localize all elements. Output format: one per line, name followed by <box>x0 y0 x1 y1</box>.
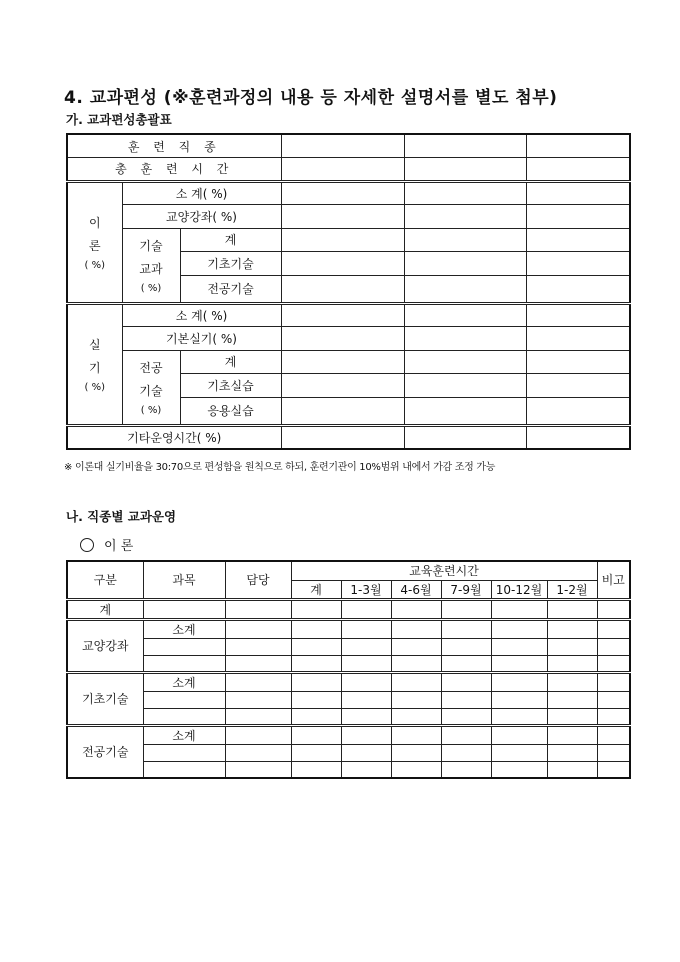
cell[interactable] <box>491 655 547 672</box>
practice-label <box>67 303 122 425</box>
cell[interactable] <box>597 744 630 761</box>
cell[interactable] <box>441 691 491 708</box>
cell[interactable] <box>225 725 291 744</box>
subtotal-label: 소계 <box>143 672 225 691</box>
header-category: 구분 <box>67 561 143 599</box>
cell[interactable] <box>225 655 291 672</box>
summary-heading: 가. 교과편성총괄표 <box>66 112 172 127</box>
cell[interactable] <box>391 672 441 691</box>
total-hours-label: 총 훈 련 시 간 <box>67 158 281 182</box>
cell[interactable] <box>404 425 526 449</box>
major-total-label: 계 <box>180 350 281 374</box>
cell[interactable] <box>341 655 391 672</box>
cell[interactable] <box>491 599 547 619</box>
cell[interactable] <box>143 655 225 672</box>
theory-label-a: 이 <box>88 215 101 230</box>
cell[interactable] <box>391 619 441 638</box>
major-label-a: 전공 <box>139 360 163 375</box>
cell[interactable] <box>491 691 547 708</box>
cell[interactable] <box>441 761 491 778</box>
cell[interactable] <box>143 691 225 708</box>
cell[interactable] <box>281 205 404 229</box>
theory-subheading-text: 이 론 <box>104 539 134 554</box>
major-tech-label: 전공기술 <box>180 275 281 303</box>
cell[interactable] <box>526 303 630 327</box>
cell[interactable] <box>341 599 391 619</box>
cell[interactable] <box>291 619 341 638</box>
liberal-arts-label: 교양강좌( %) <box>122 205 281 229</box>
cell[interactable] <box>547 691 597 708</box>
tech-label-a: 기술 <box>139 238 163 253</box>
cell[interactable] <box>143 708 225 725</box>
cell[interactable] <box>404 134 526 158</box>
cell[interactable] <box>143 761 225 778</box>
cell[interactable] <box>597 655 630 672</box>
cell[interactable] <box>547 599 597 619</box>
cell[interactable] <box>441 638 491 655</box>
basic-tech-label: 기초기술 <box>180 252 281 276</box>
cell[interactable] <box>526 158 630 182</box>
cell[interactable] <box>281 425 404 449</box>
header-m5: 1-2월 <box>547 580 597 599</box>
cell[interactable] <box>281 397 404 425</box>
cell[interactable] <box>526 397 630 425</box>
cell[interactable] <box>526 205 630 229</box>
cell[interactable] <box>391 599 441 619</box>
cell[interactable] <box>341 744 391 761</box>
cell[interactable] <box>225 619 291 638</box>
cell[interactable] <box>441 599 491 619</box>
cell[interactable] <box>491 725 547 744</box>
cell[interactable] <box>597 725 630 744</box>
cell[interactable] <box>291 708 341 725</box>
cell[interactable] <box>547 672 597 691</box>
cell[interactable] <box>526 228 630 252</box>
cell[interactable] <box>547 619 597 638</box>
cell[interactable] <box>547 725 597 744</box>
header-m4: 10-12월 <box>491 580 547 599</box>
cell[interactable] <box>526 350 630 374</box>
operation-heading: 나. 직종별 교과운영 <box>66 509 177 524</box>
cell[interactable] <box>597 599 630 619</box>
tech-subject-label <box>122 228 180 303</box>
cell[interactable] <box>341 708 391 725</box>
cell[interactable] <box>404 205 526 229</box>
cell[interactable] <box>341 761 391 778</box>
cell[interactable] <box>225 691 291 708</box>
practice-subtotal-label: 소 계( %) <box>122 303 281 327</box>
cell[interactable] <box>441 725 491 744</box>
cell[interactable] <box>281 252 404 276</box>
cell[interactable] <box>547 638 597 655</box>
cell[interactable] <box>526 275 630 303</box>
cell[interactable] <box>391 708 441 725</box>
cell[interactable] <box>391 655 441 672</box>
group-label-basic-tech: 기초기술 <box>67 672 143 725</box>
major-label-b: 기술 <box>139 383 163 398</box>
cell[interactable] <box>281 275 404 303</box>
cell[interactable] <box>225 761 291 778</box>
cell[interactable] <box>597 619 630 638</box>
cell[interactable] <box>341 672 391 691</box>
cell[interactable] <box>597 672 630 691</box>
tech-label-b: 교과 <box>139 261 163 276</box>
cell[interactable] <box>404 252 526 276</box>
cell[interactable] <box>441 655 491 672</box>
cell[interactable] <box>281 303 404 327</box>
theory-subheading <box>80 535 133 554</box>
practice-pct: ( %) <box>84 381 105 393</box>
header-m2: 4-6월 <box>391 580 441 599</box>
cell[interactable] <box>441 708 491 725</box>
header-total: 계 <box>291 580 341 599</box>
cell[interactable] <box>404 158 526 182</box>
tech-pct: ( %) <box>140 282 162 294</box>
cell[interactable] <box>597 638 630 655</box>
header-remark: 비고 <box>597 561 630 599</box>
cell[interactable] <box>441 744 491 761</box>
cell[interactable] <box>404 374 526 398</box>
theory-subtotal-label: 소 계( %) <box>122 181 281 205</box>
cell[interactable] <box>491 708 547 725</box>
applied-lab-label: 응용실습 <box>180 397 281 425</box>
other-hours-label: 기타운영시간( %) <box>67 425 281 449</box>
curriculum-summary-table <box>66 133 631 450</box>
cell[interactable] <box>597 708 630 725</box>
cell[interactable] <box>341 638 391 655</box>
group-label-liberal: 교양강좌 <box>67 619 143 672</box>
cell[interactable] <box>441 619 491 638</box>
header-m1: 1-3월 <box>341 580 391 599</box>
cell[interactable] <box>143 599 225 619</box>
cell[interactable] <box>491 672 547 691</box>
theory-pct: ( %) <box>84 259 105 271</box>
subtotal-label: 소계 <box>143 619 225 638</box>
cell[interactable] <box>225 599 291 619</box>
cell[interactable] <box>491 744 547 761</box>
cell[interactable] <box>291 691 341 708</box>
practice-label-b: 기 <box>88 360 101 375</box>
cell[interactable] <box>526 252 630 276</box>
subject-operation-table <box>66 560 631 779</box>
cell[interactable] <box>291 761 341 778</box>
cell[interactable] <box>404 275 526 303</box>
cell[interactable] <box>526 374 630 398</box>
cell[interactable] <box>547 761 597 778</box>
ratio-note: ※ 이론대 실기비율을 30:70으로 편성함을 원칙으로 하되, 훈련기관이 10%범위 내에서 가감 조정 가능 <box>64 462 496 473</box>
cell[interactable] <box>597 691 630 708</box>
job-title-label: 훈 련 직 종 <box>67 134 281 158</box>
cell[interactable] <box>391 638 441 655</box>
cell[interactable] <box>404 397 526 425</box>
cell[interactable] <box>391 744 441 761</box>
header-subject: 과목 <box>143 561 225 599</box>
header-hours: 교육훈련시간 <box>291 561 597 580</box>
cell[interactable] <box>404 327 526 351</box>
cell[interactable] <box>391 761 441 778</box>
basic-practice-label: 기본실기( %) <box>122 327 281 351</box>
cell[interactable] <box>391 691 441 708</box>
cell[interactable] <box>491 619 547 638</box>
cell[interactable] <box>291 638 341 655</box>
cell[interactable] <box>291 744 341 761</box>
cell[interactable] <box>491 761 547 778</box>
cell[interactable] <box>281 181 404 205</box>
total-row-label: 계 <box>67 599 143 619</box>
cell[interactable] <box>526 134 630 158</box>
cell[interactable] <box>547 744 597 761</box>
cell[interactable] <box>547 708 597 725</box>
cell[interactable] <box>143 638 225 655</box>
theory-label <box>67 181 122 303</box>
tech-total-label: 계 <box>180 228 281 252</box>
cell[interactable] <box>281 134 404 158</box>
cell[interactable] <box>341 691 391 708</box>
cell[interactable] <box>404 228 526 252</box>
cell[interactable] <box>281 158 404 182</box>
cell[interactable] <box>225 744 291 761</box>
section-title: 4. 교과편성 (※훈련과정의 내용 등 자세한 설명서를 별도 첨부) <box>64 88 558 108</box>
cell[interactable] <box>526 327 630 351</box>
cell[interactable] <box>291 672 341 691</box>
cell[interactable] <box>526 181 630 205</box>
cell[interactable] <box>291 725 341 744</box>
cell[interactable] <box>526 425 630 449</box>
circle-bullet-icon <box>80 538 94 552</box>
practice-label-a: 실 <box>88 337 101 352</box>
cell[interactable] <box>291 655 341 672</box>
cell[interactable] <box>404 303 526 327</box>
cell[interactable] <box>281 327 404 351</box>
theory-label-b: 론 <box>88 238 101 253</box>
major-tech-group-label <box>122 350 180 425</box>
cell[interactable] <box>225 672 291 691</box>
cell[interactable] <box>341 619 391 638</box>
subtotal-label: 소계 <box>143 725 225 744</box>
cell[interactable] <box>341 725 391 744</box>
cell[interactable] <box>281 350 404 374</box>
cell[interactable] <box>281 228 404 252</box>
cell[interactable] <box>491 638 547 655</box>
header-m3: 7-9월 <box>441 580 491 599</box>
cell[interactable] <box>225 638 291 655</box>
cell[interactable] <box>225 708 291 725</box>
major-pct: ( %) <box>140 404 162 416</box>
cell[interactable] <box>547 655 597 672</box>
cell[interactable] <box>143 744 225 761</box>
cell[interactable] <box>404 181 526 205</box>
group-label-major-tech: 전공기술 <box>67 725 143 778</box>
cell[interactable] <box>291 599 341 619</box>
cell[interactable] <box>404 350 526 374</box>
basic-lab-label: 기초실습 <box>180 374 281 398</box>
cell[interactable] <box>597 761 630 778</box>
cell[interactable] <box>281 374 404 398</box>
cell[interactable] <box>391 725 441 744</box>
cell[interactable] <box>441 672 491 691</box>
header-owner: 담당 <box>225 561 291 599</box>
